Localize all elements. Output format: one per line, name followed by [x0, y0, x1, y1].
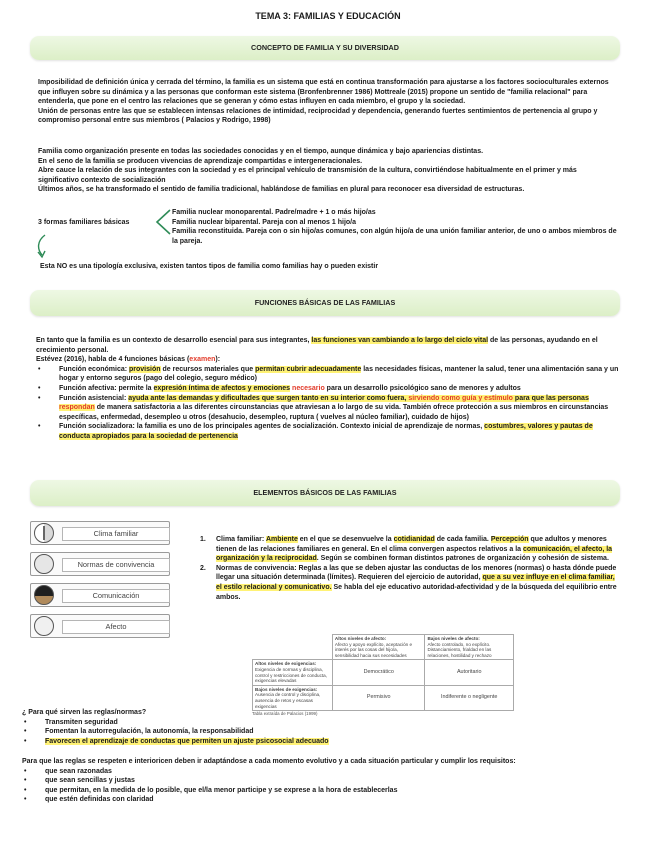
table-caption: Tabla extraída de Palacios (1999)	[252, 711, 318, 717]
table-cell: Autoritario	[425, 660, 514, 685]
thermometer-icon	[34, 523, 54, 543]
curved-arrow-icon	[35, 233, 49, 259]
elemento-box-clima	[30, 521, 170, 545]
funcion-afectiva: • Función afectiva: permite la expresión íntima de afectos y emociones necesario para un desarrollo psicológico sano de menores y adultos	[36, 384, 622, 394]
section-header-funciones	[30, 290, 620, 316]
estilos-table-wrap	[252, 634, 514, 717]
elemento-box-afecto	[30, 614, 170, 638]
requisitos-intro: Para que las reglas se respeten e interioricen deben ir adaptándose a cada momento evolutivo y a cada situación particular y cumplir los requisitos:	[22, 758, 516, 765]
funciones-intro: En tanto que la familia es un contexto de desarrollo esencial para sus integrantes, las funciones van cambiando a lo largo del ciclo vital de las personas, ayudando en el crecimiento personal.	[36, 337, 598, 354]
requisito-item: • que sean razonadas	[22, 767, 622, 777]
reglas-list	[22, 718, 622, 747]
elemento-item-clima: 1. Clima familiar: Ambiente en el que se desenvuelve la cotidianidad de cada familia. Percepción que adultos y menores tienen de las relaciones familiares en general. En el clima convergen aspectos relativos a la comunicación, el afecto, la organización y la reciprocidad. Según se combinen forman distintos patrones de organización y cohesión de sistema.	[200, 536, 613, 563]
estilos-table	[252, 634, 514, 711]
requisito-item: • que permitan, en la medida de lo posible, que el/la menor participe y se exprese a la hora de establecerlas	[22, 786, 622, 796]
concepto-p1: Imposibilidad de definición única y cerrada del término, la familia es un sistema que está en continua transformación para ajustarse a los factores socioculturales externos que influyen sobre su dinámica y a las personas que conforman este sistema (Bronfenbrenner 1986) Mottreale (2015) propone un sentido de "familia relacional" para entenderla, que pone en el centro las relaciones que se generan y cómo estas influyen en cada miembro, el grupo y la sociedad.	[38, 79, 609, 106]
elemento-box-normas	[30, 552, 170, 576]
section-title: ELEMENTOS BÁSICOS DE LAS FAMILIAS	[253, 488, 397, 498]
section-title: FUNCIONES BÁSICAS DE LAS FAMILIAS	[254, 298, 396, 308]
requisito-item: • que estén definidas con claridad	[22, 795, 622, 805]
table-row-header: Bajos niveles de exigencias: Ausencia de control y disciplina, ausencia de retos y escasas exigencias	[253, 685, 333, 710]
afecto-circle-icon	[34, 616, 54, 636]
table-cell: Democrático	[332, 660, 425, 685]
concepto-p5: Abre cauce la relación de sus integrantes con la sociedad y es el principal vehículo de transmisión de la cultura, convirtiéndose habitualmente en el primer y más significativo contexto de socialización	[38, 167, 577, 184]
concepto-p4: En el seno de la familia se producen vivencias de aprendizaje compartidas e intergeneracionales.	[38, 157, 363, 165]
reglas-item: • Transmiten seguridad	[22, 718, 622, 728]
section-header-elementos	[30, 480, 620, 506]
elementos-list	[200, 535, 620, 602]
concepto-block-1	[38, 78, 618, 126]
section-header-concepto	[30, 36, 620, 60]
elemento-label: Afecto	[62, 620, 170, 634]
requisito-item: • que sean sencillas y justas	[22, 776, 622, 786]
funcion-asistencial: • Función asistencial: ayuda ante las demandas y dificultades que surgen tanto en su interior como fuera, sirviendo como guía y estímulo para que las personas respondan de manera satisfactoria a las diferentes circunstancias que atraviesan a lo largo de su vida. También ofrece protección a sus miembros en circunstancias específicas, enfermedad, desempleo u otros (desahucio, desempleo, ruptura ( vuelves al núcleo familiar), cuidado de hijos)	[36, 394, 622, 423]
elemento-box-comunicacion	[30, 583, 170, 607]
reglas-item: • Favorecen el aprendizaje de conductas que permiten un ajuste psicosocial adecuado	[22, 737, 622, 747]
elemento-label: Comunicación	[62, 589, 170, 603]
funcion-economica: • Función económica: provisión de recursos materiales que permitan cubrir adecuadamente las necesidades físicas, mantener la salud, tener una alimentación sana y un hogar y entorno seguros (pago del colegio, seguro médico)	[36, 365, 622, 384]
reglas-block	[22, 708, 622, 746]
funcion-socializadora: • Función socializadora: la familia es uno de los principales agentes de socialización. Contexto inicial de aprendizaje de normas, costumbres, valores y pautas de conducta apropiados para la sociedad de pertenencia	[36, 422, 622, 441]
table-cell: Permisivo	[332, 685, 425, 710]
table-row-header: Altos niveles de exigencias: Exigencia de normas y disciplina, control y restricciones de conducta, exigencias elevadas	[253, 660, 333, 685]
forma-item: Familia nuclear monoparental. Padre/madre + 1 o más hijo/as	[172, 209, 376, 216]
page-title: TEMA 3: FAMILIAS Y EDUCACIÓN	[255, 11, 401, 21]
formas-list	[172, 208, 620, 246]
comunicacion-circle-icon	[34, 585, 54, 605]
table-header: Bajos niveles de afecto: Afecto controlado, no explícito. Distanciamiento, frialdad en las relaciones, hostilidad y rechazo	[425, 635, 514, 660]
elemento-label: Clima familiar	[62, 527, 170, 541]
concepto-p2: Unión de personas entre las que se establecen intensas relaciones de intimidad, reciprocidad y dependencia, generando fuertes sentimientos de pertenencia al grupo y compromiso personal entre sus miembros ( Palacios y Rodrigo, 1998)	[38, 107, 598, 125]
reglas-question: ¿ Para qué sirven las reglas/normas?	[22, 709, 147, 716]
requisitos-list	[22, 767, 622, 805]
funciones-estevez: Estévez (2016), habla de 4 funciones básicas (examen):	[36, 356, 221, 364]
forma-item: Familia reconstituida. Pareja con o sin hijo/as comunes, con algún hijo/a de una unión familiar anterior, de uno o ambos miembros de la pareja.	[172, 228, 617, 245]
tipologia-nota: Esta NO es una tipología exclusiva, existen tantos tipos de familia como familias hay o pueden existir	[40, 263, 379, 270]
normas-circle-icon	[34, 554, 54, 574]
bracket-arrow-icon	[152, 207, 172, 237]
concepto-p3: Familia como organización presente en todas las sociedades conocidas y en el tiempo, aunque dinámica y bajo apariencias distintas.	[38, 148, 484, 155]
funciones-block	[36, 336, 622, 442]
formas-label: 3 formas familiares básicas	[38, 219, 130, 226]
table-cell: Indiferente o negligente	[425, 685, 514, 710]
requisitos-block	[22, 757, 622, 805]
forma-item: Familia nuclear biparental. Pareja con al menos 1 hijo/a	[172, 218, 357, 226]
reglas-item: • Fomentan la autorregulación, la autonomía, la responsabilidad	[22, 727, 622, 737]
concepto-p6: Últimos años, se ha transformado el sentido de familia tradicional, hablándose de familias en plural para reconocer esa diversidad de estructuras.	[38, 186, 525, 194]
elemento-label: Normas de convivencia	[62, 558, 170, 572]
funciones-list	[36, 365, 622, 442]
section-title: CONCEPTO DE FAMILIA Y SU DIVERSIDAD	[251, 43, 399, 53]
elemento-item-normas: 2. Normas de convivencia: Reglas a las que se deben ajustar las conductas de los menores (normas) o hasta dónde puede llegar una situación determinada (límites). Requieren del ejercicio de autoridad, que a su vez influye en el clima familiar, el estilo relacional y comunicativo. Se habla del eje educativo autoridad-afectividad y de la búsqueda del equilibrio entre ambos.	[200, 564, 617, 601]
table-header: Altos niveles de afecto: Afecto y apoyo explícito, aceptación e interés por las cosas del hijo/a, sensibilidad hacia sus necesidades	[332, 635, 425, 660]
concepto-block-2	[38, 147, 618, 195]
